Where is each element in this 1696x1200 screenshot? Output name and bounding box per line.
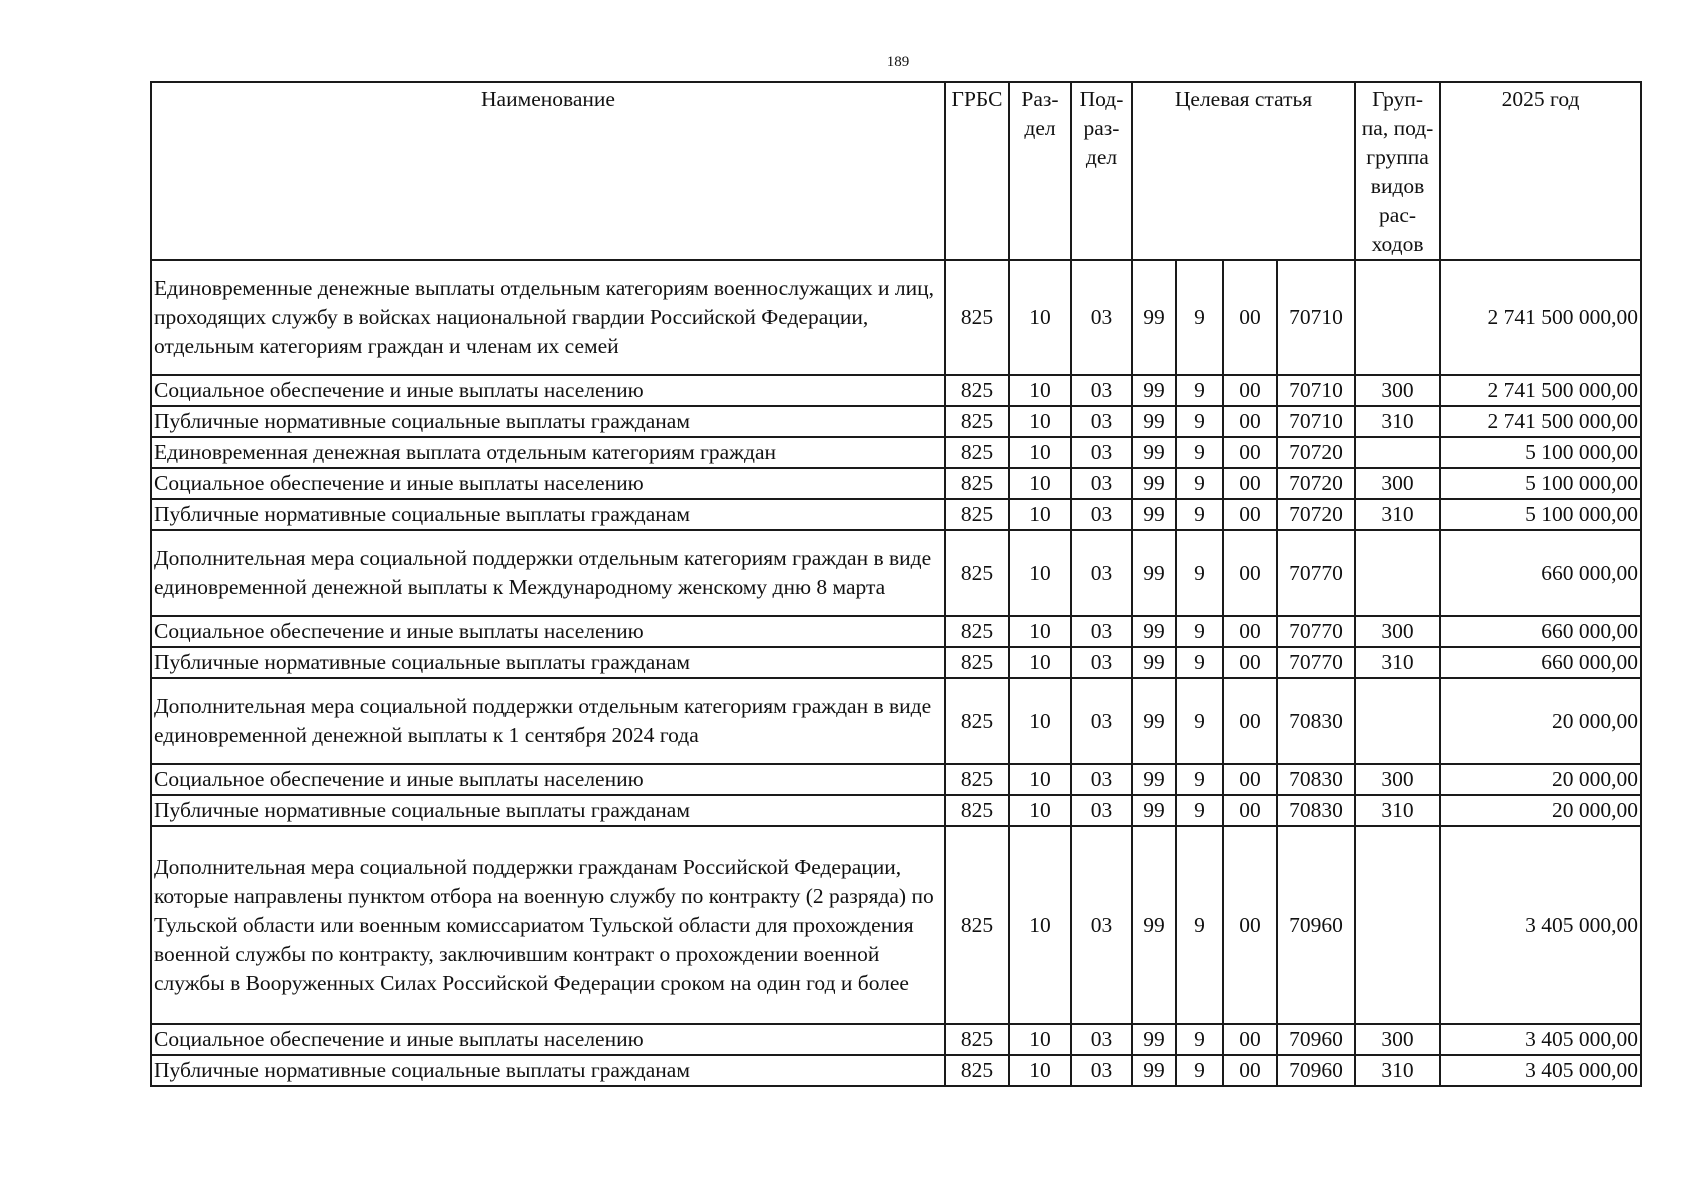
cell-expense-group: 310 xyxy=(1355,499,1440,530)
cell-podrazdel: 03 xyxy=(1071,530,1132,616)
cell-grbs: 825 xyxy=(945,647,1009,678)
budget-table xyxy=(150,81,1642,1087)
cell-razdel: 10 xyxy=(1009,764,1071,795)
cell-podrazdel: 03 xyxy=(1071,647,1132,678)
cell-target-subprogram: 9 xyxy=(1176,375,1223,406)
cell-amount: 3 405 000,00 xyxy=(1440,1055,1641,1086)
cell-target-program: 99 xyxy=(1132,468,1176,499)
cell-podrazdel: 03 xyxy=(1071,499,1132,530)
cell-target-program: 99 xyxy=(1132,616,1176,647)
cell-target-code: 70720 xyxy=(1277,468,1355,499)
cell-amount: 660 000,00 xyxy=(1440,647,1641,678)
table-row xyxy=(151,795,1641,826)
table-row xyxy=(151,530,1641,616)
cell-name: Публичные нормативные социальные выплаты гражданам xyxy=(151,647,945,678)
header-group-line: видов xyxy=(1370,174,1425,198)
table-row xyxy=(151,468,1641,499)
cell-grbs: 825 xyxy=(945,260,1009,375)
cell-target-subprogram: 9 xyxy=(1176,826,1223,1024)
cell-target-direction: 00 xyxy=(1223,468,1277,499)
cell-target-subprogram: 9 xyxy=(1176,530,1223,616)
cell-expense-group: 310 xyxy=(1355,795,1440,826)
header-razdel-line: Раз- xyxy=(1021,87,1059,111)
cell-podrazdel: 03 xyxy=(1071,468,1132,499)
header-group-line: па, под- xyxy=(1361,116,1434,140)
cell-amount: 20 000,00 xyxy=(1440,764,1641,795)
header-group xyxy=(1355,82,1440,260)
table-row xyxy=(151,764,1641,795)
cell-target-subprogram: 9 xyxy=(1176,678,1223,764)
cell-target-direction: 00 xyxy=(1223,437,1277,468)
cell-target-code: 70720 xyxy=(1277,437,1355,468)
cell-target-subprogram: 9 xyxy=(1176,499,1223,530)
cell-target-program: 99 xyxy=(1132,795,1176,826)
cell-target-code: 70710 xyxy=(1277,406,1355,437)
cell-target-program: 99 xyxy=(1132,530,1176,616)
cell-expense-group: 300 xyxy=(1355,375,1440,406)
table-row xyxy=(151,826,1641,1024)
cell-expense-group xyxy=(1355,826,1440,1024)
cell-target-subprogram: 9 xyxy=(1176,1055,1223,1086)
cell-razdel: 10 xyxy=(1009,795,1071,826)
cell-name: Публичные нормативные социальные выплаты гражданам xyxy=(151,1055,945,1086)
cell-grbs: 825 xyxy=(945,678,1009,764)
cell-amount: 660 000,00 xyxy=(1440,530,1641,616)
cell-target-code: 70710 xyxy=(1277,260,1355,375)
cell-target-direction: 00 xyxy=(1223,1055,1277,1086)
cell-razdel: 10 xyxy=(1009,468,1071,499)
cell-expense-group xyxy=(1355,530,1440,616)
cell-target-code: 70770 xyxy=(1277,647,1355,678)
cell-podrazdel: 03 xyxy=(1071,437,1132,468)
cell-amount: 3 405 000,00 xyxy=(1440,1024,1641,1055)
cell-amount: 2 741 500 000,00 xyxy=(1440,375,1641,406)
cell-target-program: 99 xyxy=(1132,260,1176,375)
header-group-line: ходов xyxy=(1371,232,1424,256)
cell-amount: 20 000,00 xyxy=(1440,795,1641,826)
cell-target-subprogram: 9 xyxy=(1176,795,1223,826)
header-podrazdel-line: дел xyxy=(1085,145,1118,169)
cell-target-code: 70830 xyxy=(1277,764,1355,795)
cell-podrazdel: 03 xyxy=(1071,260,1132,375)
cell-grbs: 825 xyxy=(945,1055,1009,1086)
header-razdel-line: дел xyxy=(1024,116,1056,140)
cell-grbs: 825 xyxy=(945,795,1009,826)
cell-grbs: 825 xyxy=(945,499,1009,530)
cell-razdel: 10 xyxy=(1009,437,1071,468)
table-row xyxy=(151,499,1641,530)
cell-target-program: 99 xyxy=(1132,647,1176,678)
cell-target-subprogram: 9 xyxy=(1176,260,1223,375)
cell-grbs: 825 xyxy=(945,1024,1009,1055)
cell-target-direction: 00 xyxy=(1223,764,1277,795)
cell-razdel: 10 xyxy=(1009,678,1071,764)
cell-target-subprogram: 9 xyxy=(1176,616,1223,647)
cell-expense-group xyxy=(1355,260,1440,375)
cell-target-code: 70830 xyxy=(1277,678,1355,764)
table-row xyxy=(151,1024,1641,1055)
cell-target-program: 99 xyxy=(1132,499,1176,530)
cell-razdel: 10 xyxy=(1009,647,1071,678)
cell-amount: 20 000,00 xyxy=(1440,678,1641,764)
table-row xyxy=(151,406,1641,437)
cell-target-subprogram: 9 xyxy=(1176,437,1223,468)
cell-target-code: 70720 xyxy=(1277,499,1355,530)
cell-target-program: 99 xyxy=(1132,678,1176,764)
cell-target-program: 99 xyxy=(1132,1055,1176,1086)
cell-podrazdel: 03 xyxy=(1071,375,1132,406)
cell-target-subprogram: 9 xyxy=(1176,406,1223,437)
cell-target-direction: 00 xyxy=(1223,1024,1277,1055)
header-group-line: группа xyxy=(1366,145,1429,169)
cell-target-subprogram: 9 xyxy=(1176,468,1223,499)
cell-name: Дополнительная мера социальной поддержки отдельным категориям граждан в виде единовременной денежной выплаты к Международному женскому дню 8 марта xyxy=(151,530,945,616)
header-name: Наименование xyxy=(151,82,945,260)
cell-amount: 2 741 500 000,00 xyxy=(1440,260,1641,375)
cell-target-program: 99 xyxy=(1132,1024,1176,1055)
cell-target-code: 70960 xyxy=(1277,1055,1355,1086)
cell-target-direction: 00 xyxy=(1223,375,1277,406)
cell-name: Публичные нормативные социальные выплаты гражданам xyxy=(151,795,945,826)
cell-amount: 5 100 000,00 xyxy=(1440,468,1641,499)
cell-razdel: 10 xyxy=(1009,1055,1071,1086)
table-row xyxy=(151,678,1641,764)
cell-target-subprogram: 9 xyxy=(1176,764,1223,795)
cell-target-code: 70770 xyxy=(1277,616,1355,647)
table-row xyxy=(151,1055,1641,1086)
header-target: Целевая статья xyxy=(1132,82,1355,260)
cell-podrazdel: 03 xyxy=(1071,795,1132,826)
cell-expense-group xyxy=(1355,437,1440,468)
header-grbs: ГРБС xyxy=(945,82,1009,260)
cell-expense-group xyxy=(1355,678,1440,764)
header-year: 2025 год xyxy=(1440,82,1641,260)
table-row xyxy=(151,647,1641,678)
table-row xyxy=(151,437,1641,468)
cell-target-subprogram: 9 xyxy=(1176,1024,1223,1055)
cell-grbs: 825 xyxy=(945,764,1009,795)
cell-target-direction: 00 xyxy=(1223,826,1277,1024)
cell-grbs: 825 xyxy=(945,406,1009,437)
header-podrazdel xyxy=(1071,82,1132,260)
table-header-row xyxy=(151,82,1641,260)
cell-target-code: 70710 xyxy=(1277,375,1355,406)
cell-grbs: 825 xyxy=(945,437,1009,468)
cell-razdel: 10 xyxy=(1009,260,1071,375)
cell-name: Социальное обеспечение и иные выплаты населению xyxy=(151,616,945,647)
cell-name: Единовременные денежные выплаты отдельным категориям военнослужащих и лиц, проходящих службу в войсках национальной гвардии Российской Федерации, отдельным категориям граждан и членам их семей xyxy=(151,260,945,375)
cell-podrazdel: 03 xyxy=(1071,616,1132,647)
cell-target-subprogram: 9 xyxy=(1176,647,1223,678)
cell-name: Социальное обеспечение и иные выплаты населению xyxy=(151,375,945,406)
cell-expense-group: 310 xyxy=(1355,1055,1440,1086)
cell-podrazdel: 03 xyxy=(1071,826,1132,1024)
cell-razdel: 10 xyxy=(1009,826,1071,1024)
header-razdel xyxy=(1009,82,1071,260)
cell-target-code: 70960 xyxy=(1277,1024,1355,1055)
header-podrazdel-line: Под- xyxy=(1079,87,1124,111)
cell-name: Публичные нормативные социальные выплаты гражданам xyxy=(151,499,945,530)
cell-target-direction: 00 xyxy=(1223,499,1277,530)
cell-target-direction: 00 xyxy=(1223,678,1277,764)
header-podrazdel-line: раз- xyxy=(1083,116,1120,140)
cell-grbs: 825 xyxy=(945,826,1009,1024)
cell-target-program: 99 xyxy=(1132,375,1176,406)
cell-target-direction: 00 xyxy=(1223,406,1277,437)
cell-expense-group: 300 xyxy=(1355,616,1440,647)
cell-name: Социальное обеспечение и иные выплаты населению xyxy=(151,764,945,795)
cell-razdel: 10 xyxy=(1009,616,1071,647)
cell-expense-group: 310 xyxy=(1355,406,1440,437)
cell-expense-group: 300 xyxy=(1355,1024,1440,1055)
page-number: 189 xyxy=(886,54,910,70)
cell-target-program: 99 xyxy=(1132,406,1176,437)
cell-podrazdel: 03 xyxy=(1071,678,1132,764)
cell-razdel: 10 xyxy=(1009,1024,1071,1055)
cell-name: Социальное обеспечение и иные выплаты населению xyxy=(151,1024,945,1055)
cell-razdel: 10 xyxy=(1009,530,1071,616)
table-row xyxy=(151,375,1641,406)
cell-grbs: 825 xyxy=(945,530,1009,616)
cell-grbs: 825 xyxy=(945,468,1009,499)
table-row xyxy=(151,616,1641,647)
cell-target-code: 70960 xyxy=(1277,826,1355,1024)
cell-amount: 660 000,00 xyxy=(1440,616,1641,647)
cell-amount: 3 405 000,00 xyxy=(1440,826,1641,1024)
cell-expense-group: 300 xyxy=(1355,468,1440,499)
cell-name: Единовременная денежная выплата отдельным категориям граждан xyxy=(151,437,945,468)
cell-razdel: 10 xyxy=(1009,406,1071,437)
cell-podrazdel: 03 xyxy=(1071,1024,1132,1055)
cell-target-code: 70830 xyxy=(1277,795,1355,826)
cell-target-direction: 00 xyxy=(1223,616,1277,647)
cell-target-program: 99 xyxy=(1132,826,1176,1024)
cell-podrazdel: 03 xyxy=(1071,764,1132,795)
header-group-line: Груп- xyxy=(1372,87,1424,111)
cell-target-direction: 00 xyxy=(1223,260,1277,375)
cell-target-direction: 00 xyxy=(1223,795,1277,826)
cell-target-direction: 00 xyxy=(1223,647,1277,678)
cell-target-program: 99 xyxy=(1132,437,1176,468)
cell-razdel: 10 xyxy=(1009,499,1071,530)
cell-amount: 5 100 000,00 xyxy=(1440,437,1641,468)
cell-name: Дополнительная мера социальной поддержки гражданам Российской Федерации, которые направлены пунктом отбора на военную службу по контракту (2 разряда) по Тульской области или военным комиссариатом Тульской области для прохождения военной службы по контракту, заключившим контракт о прохождении военной службы в Вооруженных Силах Российской Федерации сроком на один год и более xyxy=(151,826,945,1024)
cell-target-code: 70770 xyxy=(1277,530,1355,616)
cell-grbs: 825 xyxy=(945,616,1009,647)
table-row xyxy=(151,260,1641,375)
cell-amount: 2 741 500 000,00 xyxy=(1440,406,1641,437)
cell-razdel: 10 xyxy=(1009,375,1071,406)
cell-grbs: 825 xyxy=(945,375,1009,406)
table-body xyxy=(151,260,1641,1086)
header-group-line: рас- xyxy=(1379,203,1417,227)
cell-expense-group: 300 xyxy=(1355,764,1440,795)
cell-podrazdel: 03 xyxy=(1071,1055,1132,1086)
cell-name: Публичные нормативные социальные выплаты гражданам xyxy=(151,406,945,437)
cell-expense-group: 310 xyxy=(1355,647,1440,678)
cell-target-direction: 00 xyxy=(1223,530,1277,616)
cell-name: Социальное обеспечение и иные выплаты населению xyxy=(151,468,945,499)
cell-amount: 5 100 000,00 xyxy=(1440,499,1641,530)
cell-name: Дополнительная мера социальной поддержки отдельным категориям граждан в виде единовременной денежной выплаты к 1 сентября 2024 года xyxy=(151,678,945,764)
cell-target-program: 99 xyxy=(1132,764,1176,795)
cell-podrazdel: 03 xyxy=(1071,406,1132,437)
